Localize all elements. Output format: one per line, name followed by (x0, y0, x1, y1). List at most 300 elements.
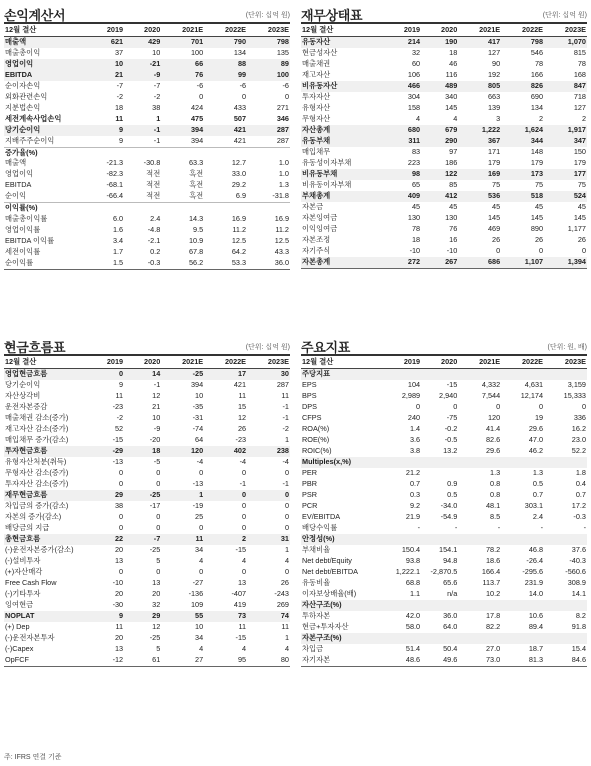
table-row (4, 611, 290, 622)
value-cell: -35 (192, 401, 204, 411)
value-cell: 409 (381, 191, 421, 202)
value-cell: 104 (407, 379, 421, 389)
value-cell: 267 (421, 257, 458, 268)
value-cell: 11 (115, 621, 124, 631)
value-cell: -6 (196, 80, 204, 90)
value-cell: 177 (544, 169, 587, 180)
value-cell: 0.5 (532, 478, 544, 488)
value-cell: 4,631 (524, 379, 544, 389)
value-cell (161, 203, 204, 214)
table-row (4, 435, 290, 446)
value-cell: 100 (247, 70, 290, 81)
value-cell: 82.6 (485, 434, 501, 444)
row-label: 자산상각비 (5, 390, 41, 400)
table-row (301, 622, 587, 633)
value-cell: 192 (487, 69, 501, 79)
table-row (301, 490, 587, 501)
value-cell: 0 (539, 401, 544, 411)
value-cell: 718 (573, 91, 586, 101)
value-cell: 11 (281, 621, 289, 631)
value-cell: 0 (199, 566, 204, 576)
value-cell: 0 (247, 490, 290, 501)
value-cell (421, 633, 458, 644)
value-cell (501, 600, 544, 611)
table-row (301, 48, 587, 59)
value-cell: 29 (124, 611, 161, 622)
value-cell: 11 (281, 390, 289, 400)
table-row (4, 59, 290, 70)
value-cell: 1.3 (532, 467, 544, 477)
row-label: 순이익률 (4, 258, 84, 269)
value-cell: 0.7 (409, 478, 421, 488)
table-row (4, 380, 290, 391)
table-row (301, 413, 587, 424)
value-cell: 1 (284, 434, 289, 444)
value-cell: 238 (247, 446, 290, 457)
value-cell: 10.2 (485, 588, 501, 598)
value-cell: 29.2 (231, 180, 247, 190)
value-cell: 16.9 (231, 214, 247, 224)
row-label: 자산총계 (301, 125, 381, 136)
value-cell: -0.2 (444, 423, 458, 433)
column-header-year: 2023E (247, 24, 290, 37)
row-label: ROIC(%) (302, 445, 332, 455)
table-row (4, 258, 290, 269)
value-cell: -7 (153, 80, 161, 90)
value-cell: 16.2 (571, 423, 586, 433)
value-cell: 412 (421, 191, 458, 202)
value-cell: -1 (282, 478, 289, 488)
value-cell: 0 (119, 467, 124, 477)
row-label: 운전자본증감 (5, 401, 48, 411)
value-cell: 9 (119, 379, 124, 389)
column-header-year: 2020 (421, 356, 458, 369)
value-cell: 10 (195, 621, 204, 631)
row-label: 당기순이익 (5, 379, 41, 389)
value-cell: 466 (381, 81, 421, 92)
value-cell: 4 (284, 555, 289, 565)
value-cell: 89 (247, 59, 290, 70)
row-label: 비유동자산 (301, 81, 381, 92)
value-cell (247, 203, 290, 214)
table-row (4, 523, 290, 534)
value-cell: 29.6 (528, 423, 544, 433)
value-cell: 0 (284, 511, 289, 521)
value-cell: -0.3 (573, 511, 586, 521)
row-label: EBITDA 이익률 (5, 236, 55, 246)
value-cell: 14.0 (528, 588, 544, 598)
value-cell: 469 (487, 223, 501, 233)
value-cell: 0 (156, 467, 161, 477)
table-row (4, 402, 290, 413)
row-label: 총현금흐름 (4, 534, 84, 545)
row-label: EBITDA (5, 180, 32, 190)
value-cell: -2 (153, 91, 161, 101)
value-cell (458, 369, 501, 380)
value-cell: 48.6 (381, 655, 421, 666)
value-cell: -243 (274, 588, 289, 598)
value-cell: 46.8 (528, 544, 544, 554)
row-label: 투자자산 (302, 91, 331, 101)
value-cell: 489 (421, 81, 458, 92)
table-row (301, 37, 587, 48)
value-cell: -1 (282, 412, 289, 422)
value-cell: 0 (539, 245, 544, 255)
value-cell: 3.4 (112, 236, 124, 246)
row-label: 현금성자산 (302, 47, 338, 57)
table-row (4, 48, 290, 59)
row-label: Free Cash Flow (5, 577, 57, 587)
value-cell: 49.6 (421, 655, 458, 666)
row-label: Net debt/Equity (302, 555, 352, 565)
income-statement-table (4, 24, 290, 270)
value-cell: 78 (411, 223, 421, 233)
row-label: 자산구조(%) (301, 600, 381, 611)
value-cell: 9 (119, 135, 124, 145)
value-cell: 11 (115, 113, 124, 123)
value-cell: 36.0 (247, 258, 290, 269)
value-cell: 0 (119, 566, 124, 576)
row-label: 유동성이자부채 (302, 157, 352, 167)
value-cell: -20 (149, 434, 161, 444)
column-header-year: 2023E (247, 356, 290, 369)
value-cell: 38 (114, 500, 124, 510)
value-cell: 0 (284, 467, 289, 477)
value-cell: 99 (204, 70, 247, 81)
value-cell: 0 (156, 522, 161, 532)
value-cell: 58.0 (405, 621, 421, 631)
value-cell: 1.7 (112, 247, 124, 257)
value-cell: 64 (195, 434, 204, 444)
row-label: 재고자산 감소(증가) (5, 423, 69, 433)
table-row (301, 655, 587, 666)
column-header-year: 2021E (458, 24, 501, 37)
value-cell: 790 (204, 37, 247, 48)
value-cell: 805 (458, 81, 501, 92)
table-row (4, 655, 290, 666)
value-cell: 1,107 (501, 257, 544, 268)
value-cell: 18 (114, 102, 124, 112)
value-cell: 15.4 (571, 643, 586, 653)
value-cell: -2,870.5 (430, 566, 458, 576)
row-label: 영업현금흐름 (4, 369, 84, 380)
value-cell (544, 534, 587, 545)
column-header-label: 12월 결산 (301, 24, 381, 37)
value-cell: -23 (112, 401, 124, 411)
value-cell: -25 (149, 632, 161, 642)
value-cell: 171 (487, 146, 501, 156)
table-row (301, 479, 587, 490)
value-cell: 55 (161, 611, 204, 622)
value-cell: 73.0 (458, 655, 501, 666)
value-cell: 10.9 (188, 236, 204, 246)
value-cell: 29 (84, 490, 124, 501)
value-cell (458, 457, 501, 468)
value-cell: - (417, 522, 421, 532)
income-statement-panel (4, 4, 290, 270)
value-cell: -1 (153, 135, 161, 145)
value-cell (544, 457, 587, 468)
row-label: 매출액 (5, 158, 27, 168)
value-cell: n/a (447, 588, 458, 598)
row-label: (+) Dep (5, 621, 30, 631)
column-header-year: 2019 (381, 356, 421, 369)
value-cell: 43.3 (274, 247, 289, 257)
table-row (301, 556, 587, 567)
row-label: 매출총이익률 (5, 214, 48, 224)
value-cell: 179 (487, 157, 501, 167)
value-cell (421, 457, 458, 468)
value-cell: -74 (192, 423, 204, 433)
row-label: 이익잉여금 (302, 223, 338, 233)
row-label: 자기자본 (301, 655, 381, 666)
value-cell (161, 147, 204, 158)
value-cell: 18.6 (485, 555, 501, 565)
value-cell: 17.8 (485, 610, 501, 620)
value-cell: 2 (581, 113, 586, 123)
value-cell: 12.5 (231, 236, 247, 246)
row-label: PBR (302, 478, 318, 488)
row-label: ROA(%) (302, 423, 330, 433)
value-cell: 0 (284, 566, 289, 576)
value-cell: 20 (114, 588, 124, 598)
table-row (301, 435, 587, 446)
row-label: (-)기타투자 (5, 588, 41, 598)
value-cell: 93.8 (405, 555, 421, 565)
value-cell: 34 (195, 544, 204, 554)
value-cell: 5 (156, 555, 161, 565)
row-label: 자기주식 (302, 245, 331, 255)
row-label: 지배주주순이익 (5, 135, 55, 145)
value-cell: 12.5 (274, 236, 289, 246)
value-cell: -2 (282, 423, 289, 433)
value-cell: 1,222.1 (395, 566, 421, 576)
value-cell: 0 (199, 467, 204, 477)
value-cell: -54.9 (440, 511, 458, 521)
value-cell: 0.8 (490, 489, 501, 499)
row-label: 매입채무 증가(감소) (5, 434, 69, 444)
value-cell: 16 (449, 234, 458, 244)
column-header-year: 2021E (161, 356, 204, 369)
value-cell: -82.3 (106, 169, 124, 179)
value-cell: 9.2 (409, 500, 421, 510)
value-cell: 0.2 (150, 247, 161, 257)
value-cell: 8.2 (575, 610, 586, 620)
row-label: 자본구조(%) (301, 633, 381, 644)
value-cell: 1.0 (278, 158, 289, 168)
table-row (4, 534, 290, 545)
value-cell: 287 (276, 379, 289, 389)
value-cell: 0 (284, 91, 289, 101)
table-row (4, 490, 290, 501)
value-cell: 0 (416, 401, 421, 411)
value-cell: 18 (124, 446, 161, 457)
value-cell: 190 (421, 37, 458, 48)
value-cell: 0.9 (447, 478, 458, 488)
table-row (4, 413, 290, 424)
table-row (301, 391, 587, 402)
value-cell: 127 (487, 47, 501, 57)
value-cell: -13 (192, 478, 204, 488)
value-cell: 1 (284, 632, 289, 642)
value-cell: 흑전 (189, 180, 204, 190)
value-cell: 76 (449, 223, 458, 233)
income-statement-unit: (단위: 십억 원) (245, 12, 290, 19)
value-cell: 663 (487, 91, 501, 101)
table-row (4, 81, 290, 92)
table-row (4, 203, 290, 214)
value-cell: 3.8 (409, 445, 421, 455)
value-cell: -21 (124, 59, 161, 70)
value-cell: -66.4 (106, 191, 124, 201)
value-cell: -75 (446, 412, 458, 422)
value-cell: -25 (161, 369, 204, 380)
table-row (4, 589, 290, 600)
value-cell: 3.6 (409, 434, 421, 444)
value-cell: 0 (119, 478, 124, 488)
value-cell: 340 (445, 91, 458, 101)
row-label: 순이익 (5, 191, 27, 201)
value-cell: 847 (544, 81, 587, 92)
value-cell: 12 (152, 621, 161, 631)
value-cell: 311 (381, 136, 421, 147)
value-cell: 13 (114, 555, 124, 565)
table-row (4, 114, 290, 125)
value-cell: 12.7 (231, 158, 247, 168)
value-cell: 303.1 (524, 500, 544, 510)
value-cell: -30 (112, 599, 124, 609)
value-cell: 4 (416, 113, 421, 123)
value-cell: 11 (115, 390, 124, 400)
value-cell: 29.6 (485, 445, 501, 455)
value-cell: 518 (501, 191, 544, 202)
row-label: PCR (302, 500, 318, 510)
value-cell: 168 (573, 69, 586, 79)
value-cell: 145 (573, 212, 586, 222)
value-cell: - (454, 522, 458, 532)
value-cell: 26 (577, 234, 586, 244)
value-cell: 73 (204, 611, 247, 622)
value-cell: 287 (276, 135, 289, 145)
value-cell: 1.0 (278, 169, 289, 179)
value-cell: 14.1 (571, 588, 586, 598)
table-row (4, 37, 290, 48)
value-cell: -6 (239, 80, 247, 90)
row-label: 배당수익률 (302, 522, 338, 532)
value-cell: 223 (407, 157, 421, 167)
value-cell: 1,394 (544, 257, 587, 268)
value-cell: 90 (492, 58, 501, 68)
value-cell: 2.4 (150, 214, 161, 224)
value-cell: 130 (407, 212, 421, 222)
row-label: (+)자산매각 (5, 566, 43, 576)
value-cell: 84.6 (544, 655, 587, 666)
value-cell: 815 (573, 47, 586, 57)
value-cell: 13 (237, 577, 247, 587)
value-cell: 424 (190, 102, 204, 112)
table-row (4, 236, 290, 247)
value-cell: -5 (153, 456, 161, 466)
value-cell: -15 (446, 379, 458, 389)
value-cell: 32 (152, 599, 161, 609)
value-cell: -31 (192, 412, 204, 422)
value-cell: 344 (501, 136, 544, 147)
value-cell: 1,917 (544, 125, 587, 136)
row-label: 영업이익률 (5, 225, 41, 235)
value-cell: 9 (84, 611, 124, 622)
row-label: 세전이익률 (5, 247, 41, 257)
table-row (301, 81, 587, 92)
table-row (301, 633, 587, 644)
value-cell: 18.7 (528, 643, 544, 653)
value-cell: 798 (247, 37, 290, 48)
value-cell: -7 (116, 80, 124, 90)
row-label: 무형자산 감소(증가) (5, 467, 69, 477)
value-cell: 75 (492, 179, 501, 189)
value-cell: 0 (242, 500, 247, 510)
value-cell: 546 (530, 47, 544, 57)
cash-flow-table (4, 356, 290, 667)
value-cell: 10.6 (528, 610, 544, 620)
table-row (4, 125, 290, 136)
row-label: EPS (302, 379, 317, 389)
value-cell: 42.0 (405, 610, 421, 620)
value-cell: -15 (112, 434, 124, 444)
value-cell: 419 (233, 599, 247, 609)
value-cell: 0 (119, 522, 124, 532)
table-row (4, 191, 290, 202)
row-label: 주당지표 (301, 369, 381, 380)
value-cell: 122 (421, 169, 458, 180)
value-cell: 421 (233, 379, 247, 389)
value-cell: 91.8 (571, 621, 586, 631)
value-cell: 621 (84, 37, 124, 48)
value-cell: 0 (581, 401, 586, 411)
key-ratios-header (301, 336, 587, 356)
cash-flow-unit: (단위: 십억 원) (245, 344, 290, 351)
value-cell: 64.0 (443, 621, 458, 631)
key-ratios-unit: (단위: 원, 배) (547, 344, 587, 351)
value-cell: 76 (161, 70, 204, 81)
table-row (301, 545, 587, 556)
value-cell: 68.8 (405, 577, 421, 587)
key-ratios-title: 주요지표 (301, 340, 351, 355)
balance-sheet-table (301, 24, 587, 269)
row-label: 유동부채 (301, 136, 381, 147)
value-cell: 18 (411, 234, 421, 244)
value-cell: 0 (496, 401, 501, 411)
table-row (4, 169, 290, 180)
table-row (301, 59, 587, 70)
value-cell: -2 (116, 412, 124, 422)
value-cell: 89.4 (528, 621, 544, 631)
table-row (4, 578, 290, 589)
value-cell: 26 (492, 234, 501, 244)
value-cell: -295.6 (522, 566, 544, 576)
value-cell: -12 (84, 655, 124, 666)
value-cell: 429 (124, 37, 161, 48)
value-cell: 433 (233, 102, 247, 112)
value-cell: 23.0 (571, 434, 586, 444)
value-cell: 4,332 (481, 379, 501, 389)
row-label: 안정성(%) (301, 534, 381, 545)
value-cell: 9.5 (193, 225, 204, 235)
table-row (4, 567, 290, 578)
value-cell: 1,222 (458, 125, 501, 136)
value-cell: 116 (445, 69, 458, 79)
value-cell: 394 (161, 125, 204, 136)
row-label: 자본총계 (301, 257, 381, 268)
